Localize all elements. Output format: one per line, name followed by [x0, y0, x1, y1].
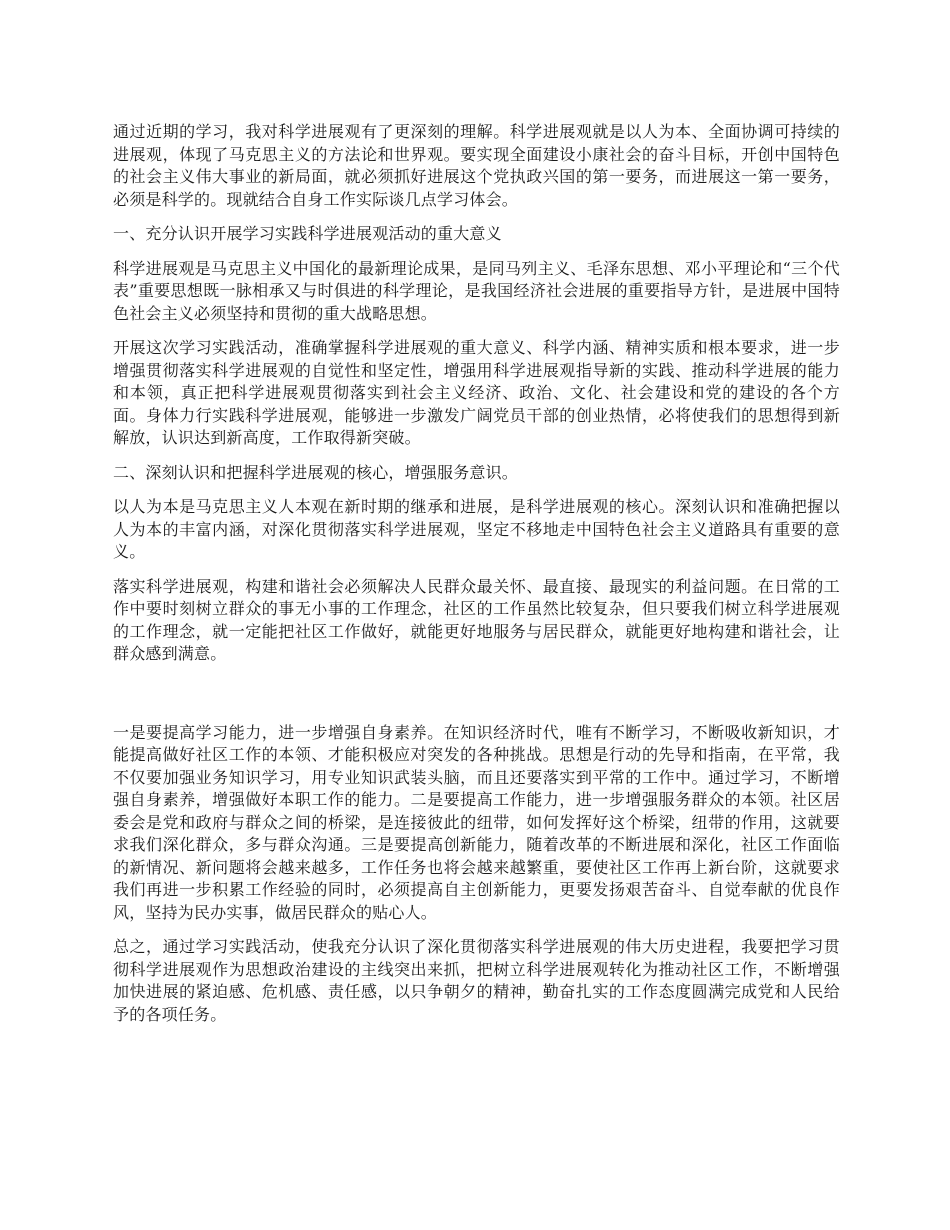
body-paragraph: 科学进展观是马克思主义中国化的最新理论成果，是同马列主义、毛泽东思想、邓小平理论和“三个代表”重要思想既一脉相承又与时俱进的科学理论，是我国经济社会进展的重要指导方针，是进展中国特色社会主义必须坚持和贯彻的重大战略思想。: [113, 258, 840, 323]
body-paragraph: 一是要提高学习能力，进一步增强自身素养。在知识经济时代，唯有不断学习，不断吸收新知识，才能提高做好社区工作的本领、才能积极应对突发的各种挑战。思想是行动的先导和指南，在平常，我不仅要加强业务知识学习，用专业知识武装头脑，而且还要落实到平常的工作中。通过学习，不断增强自身素养，增强做好本职工作的能力。二是要提高工作能力，进一步增强服务群众的本领。社区居委会是党和政府与群众之间的桥梁，是连接彼此的纽带，如何发挥好这个桥梁，纽带的作用，这就要求我们深化群众，多与群众沟通。三是要提高创新能力，随着改革的不断进展和深化，社区工作面临的新情况、新问题将会越来越多，工作任务也将会越来越繁重，要使社区工作再上新台阶，这就要求我们再进一步积累工作经验的同时，必须提高自主创新能力，更要发扬艰苦奋斗、自觉奉献的优良作风，坚持为民办实事，做居民群众的贴心人。: [113, 722, 840, 922]
conclusion-paragraph: 总之，通过学习实践活动，使我充分认识了深化贯彻落实科学进展观的伟大历史进程，我要把学习贯彻科学进展观作为思想政治建设的主线突出来抓，把树立科学进展观转化为推动社区工作，不断增强加快进展的紧迫感、危机感、责任感，以只争朝夕的精神，勤奋扎实的工作态度圆满完成党和人民给予的各项任务。: [113, 937, 840, 1024]
blank-spacer: [113, 678, 840, 722]
document-body: [113, 121, 840, 1038]
body-paragraph: 开展这次学习实践活动，准确掌握科学进展观的重大意义、科学内涵、精神实质和根本要求，进一步增强贯彻落实科学进展观的自觉性和坚定性，增强用科学进展观指导新的实践、推动科学进展的能力和本领，真正把科学进展观贯彻落实到社会主义经济、政治、文化、社会建设和党的建设的各个方面。身体力行实践科学进展观，能够进一步激发广阔党员干部的创业热情，必将使我们的思想得到新解放，认识达到新高度，工作取得新突破。: [113, 338, 840, 447]
intro-paragraph: 通过近期的学习，我对科学进展观有了更深刻的理解。科学进展观就是以人为本、全面协调可持续的进展观，体现了马克思主义的方法论和世界观。要实现全面建设小康社会的奋斗目标，开创中国特色的社会主义伟大事业的新局面，就必须抓好进展这个党执政兴国的第一要务，而进展这一第一要务，必须是科学的。现就结合自身工作实际谈几点学习体会。: [113, 122, 840, 209]
section-heading-1: 一、充分认识开展学习实践科学进展观活动的重大意义: [113, 224, 502, 243]
section-heading-2: 二、深刻认识和把握科学进展观的核心，增强服务意识。: [113, 462, 519, 482]
body-paragraph: 落实科学进展观，构建和谐社会必须解决人民群众最关怀、最直接、最现实的利益问题。在日常的工作中要时刻树立群众的事无小事的工作理念，社区的工作虽然比较复杂，但只要我们树立科学进展观的工作理念，就一定能把社区工作做好，就能更好地服务与居民群众，就能更好地构建和谐社会，让群众感到满意。: [113, 576, 840, 663]
body-paragraph: 以人为本是马克思主义人本观在新时期的继承和进展，是科学进展观的核心。深刻认识和准确把握以人为本的丰富内涵，对深化贯彻落实科学进展观，坚定不移地走中国特色社会主义道路具有重要的意义。: [113, 497, 840, 561]
